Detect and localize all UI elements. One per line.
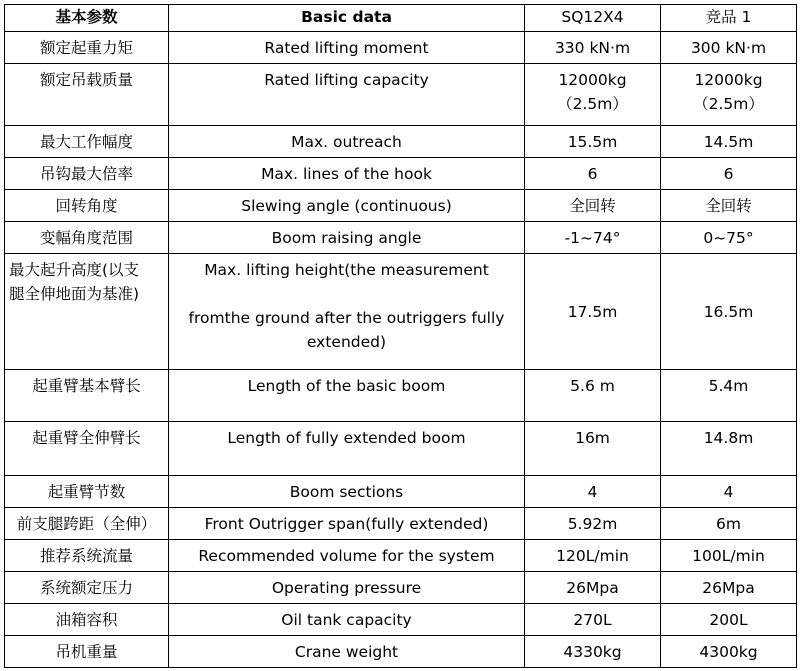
cell-param-cn: 起重臂节数 [5,476,169,508]
cell-value-sq12x4: 330 kN·m [525,32,661,64]
cell-param-cn: 变幅角度范围 [5,222,169,254]
table-row [5,508,797,540]
param-line: Max. lifting height(the measurement [204,261,489,279]
header-cell: SQ12X4 [525,5,661,32]
value-line: （2.5m） [693,95,764,113]
cell-value-sq12x4: 4 [525,476,661,508]
cell-value-sq12x4 [525,64,661,126]
cell-param-cn [5,254,169,370]
cell-param-en: Max. outreach [169,126,525,158]
value-line: （2.5m） [557,95,628,113]
table-row [5,126,797,158]
cell-value-competitor: 14.5m [661,126,797,158]
cell-value-sq12x4: 120L/min [525,540,661,572]
header-cell: Basic data [169,5,525,32]
cell-param-en: Slewing angle (continuous) [169,190,525,222]
cell-param-en: Max. lines of the hook [169,158,525,190]
cell-value-competitor: 100L/min [661,540,797,572]
cell-value-competitor: 4 [661,476,797,508]
cell-value-competitor: 200L [661,604,797,636]
cell-value-competitor: 4300kg [661,636,797,668]
param-line: 最大起升高度(以支 [9,261,140,279]
header-cell: 竞品 1 [661,5,797,32]
cell-param-en: Boom raising angle [169,222,525,254]
cell-value-competitor: 26Mpa [661,572,797,604]
cell-param-en [169,254,525,370]
cell-value-competitor: 6 [661,158,797,190]
cell-param-en: Crane weight [169,636,525,668]
table-row [5,64,797,126]
cell-value-sq12x4: 4330kg [525,636,661,668]
cell-value-competitor: 0~75° [661,222,797,254]
cell-value-competitor: 5.4m [661,370,797,422]
cell-param-cn: 最大工作幅度 [5,126,169,158]
cell-param-en: Length of fully extended boom [169,422,525,476]
table-header-row [5,5,797,32]
param-line: fromthe ground after the outriggers fully [188,309,505,327]
table-row [5,636,797,668]
cell-value-competitor: 16.5m [661,254,797,370]
cell-value-sq12x4: -1~74° [525,222,661,254]
cell-param-en: Operating pressure [169,572,525,604]
table-row [5,222,797,254]
cell-value-sq12x4: 270L [525,604,661,636]
cell-value-competitor [661,64,797,126]
table-row [5,540,797,572]
table-row [5,572,797,604]
cell-param-cn: 额定起重力矩 [5,32,169,64]
cell-value-competitor: 14.8m [661,422,797,476]
cell-value-sq12x4: 15.5m [525,126,661,158]
cell-param-en: Oil tank capacity [169,604,525,636]
cell-param-en: Boom sections [169,476,525,508]
cell-param-cn: 吊机重量 [5,636,169,668]
table-row [5,158,797,190]
cell-param-cn: 前支腿跨距（全伸） [5,508,169,540]
cell-value-sq12x4: 5.92m [525,508,661,540]
cell-param-en: Rated lifting moment [169,32,525,64]
cell-param-cn: 额定吊载质量 [5,64,169,126]
cell-param-cn: 起重臂全伸臂长 [5,422,169,476]
cell-value-sq12x4: 全回转 [525,190,661,222]
cell-value-competitor: 300 kN·m [661,32,797,64]
param-line: 腿全伸地面为基准) [9,285,140,303]
cell-param-cn: 回转角度 [5,190,169,222]
cell-value-sq12x4: 16m [525,422,661,476]
spec-table [4,4,797,668]
table-row [5,476,797,508]
cell-param-en: Rated lifting capacity [169,64,525,126]
cell-value-competitor: 全回转 [661,190,797,222]
cell-param-en: Length of the basic boom [169,370,525,422]
cell-param-cn: 吊钩最大倍率 [5,158,169,190]
cell-value-sq12x4: 17.5m [525,254,661,370]
table-row [5,254,797,370]
cell-value-sq12x4: 26Mpa [525,572,661,604]
cell-param-en: Recommended volume for the system [169,540,525,572]
table-row [5,604,797,636]
value-line: 12000kg [558,71,627,89]
param-line: extended) [306,333,387,351]
cell-value-sq12x4: 6 [525,158,661,190]
table-row [5,422,797,476]
value-line: 12000kg [694,71,763,89]
cell-value-sq12x4: 5.6 m [525,370,661,422]
table-row [5,190,797,222]
table-row [5,370,797,422]
cell-param-en: Front Outrigger span(fully extended) [169,508,525,540]
header-cell: 基本参数 [5,5,169,32]
cell-param-cn: 油箱容积 [5,604,169,636]
cell-param-cn: 起重臂基本臂长 [5,370,169,422]
cell-param-cn: 推荐系统流量 [5,540,169,572]
cell-value-competitor: 6m [661,508,797,540]
cell-param-cn: 系统额定压力 [5,572,169,604]
table-row [5,32,797,64]
